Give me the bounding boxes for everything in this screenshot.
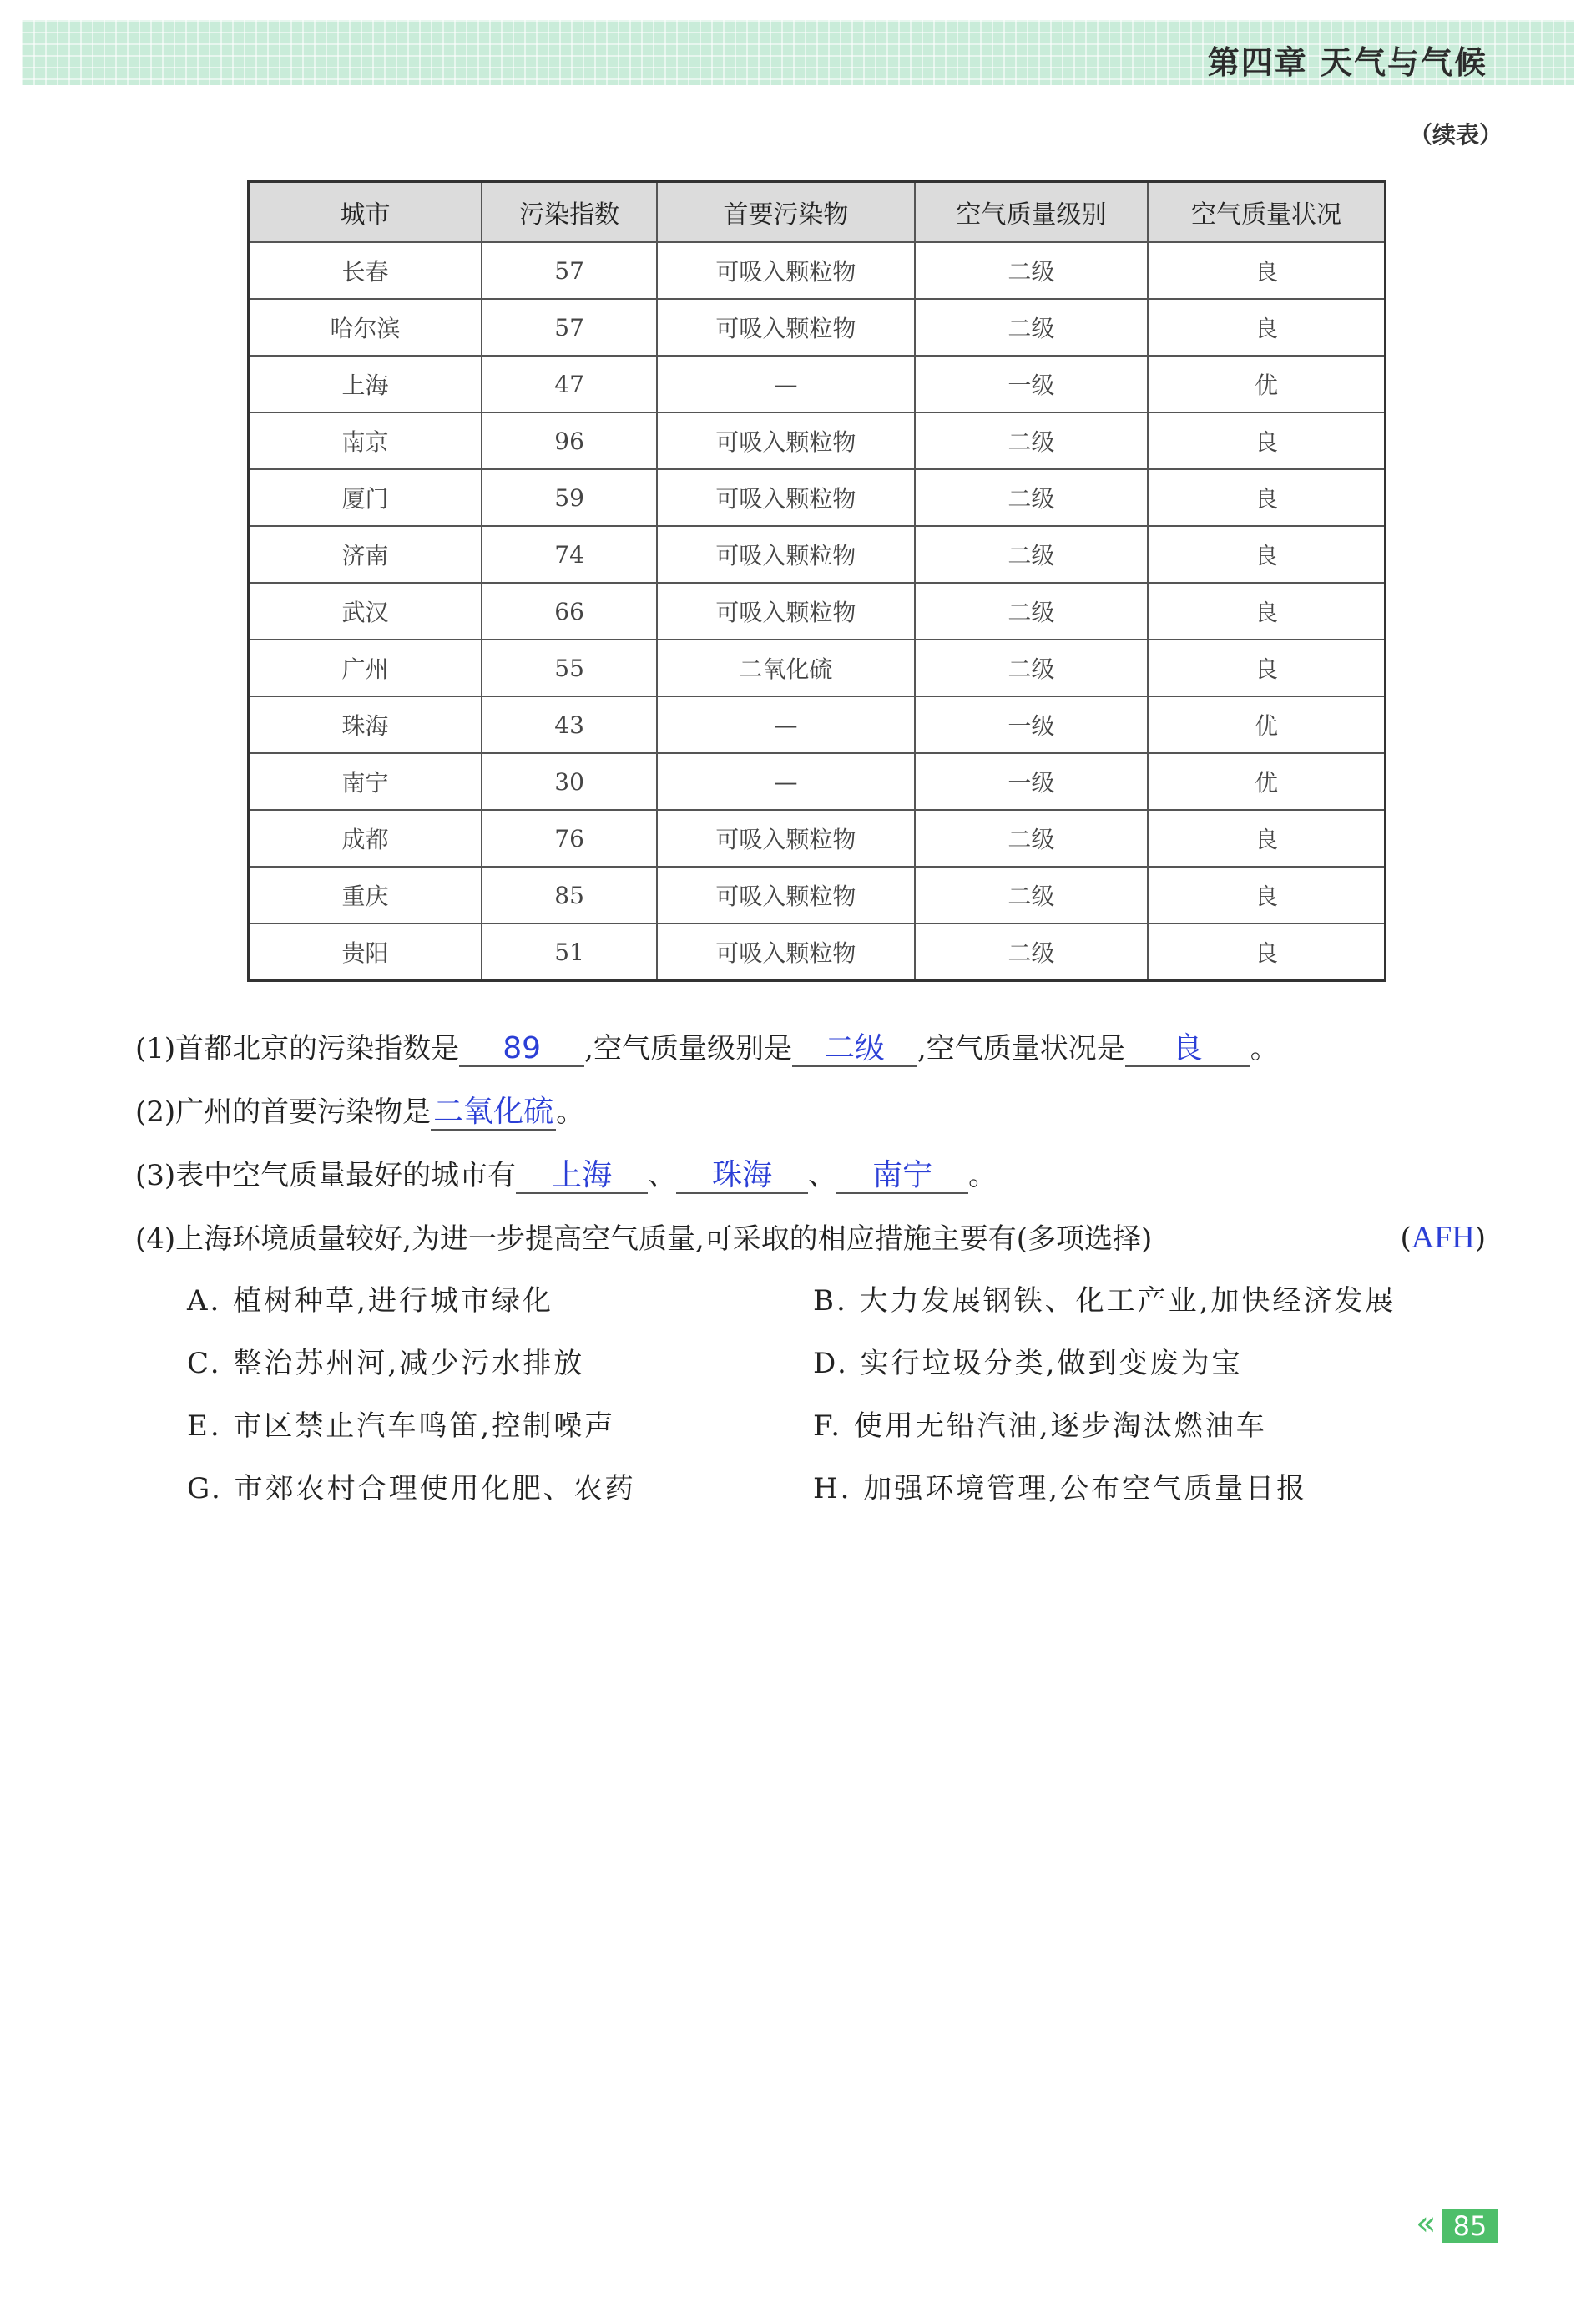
cell-level: 一级 bbox=[915, 356, 1148, 412]
q1-answer-index[interactable]: 89 bbox=[459, 1032, 584, 1067]
option-e[interactable]: E. 市区禁止汽车鸣笛,控制噪声 bbox=[187, 1409, 616, 1443]
option-c[interactable]: C. 整治苏州河,减少污水排放 bbox=[187, 1347, 585, 1380]
cell-city: 成都 bbox=[249, 810, 482, 867]
table-row bbox=[249, 640, 1386, 696]
table-row bbox=[249, 867, 1386, 923]
cell-level: 二级 bbox=[915, 469, 1148, 526]
cell-status: 优 bbox=[1148, 753, 1386, 810]
q4-answer[interactable]: AFH bbox=[1411, 1220, 1475, 1255]
cell-index: 59 bbox=[482, 469, 657, 526]
q3-separator-2: 、 bbox=[808, 1159, 837, 1192]
cell-pollutant: — bbox=[657, 356, 915, 412]
q2-text-part1: (2)广州的首要污染物是 bbox=[135, 1095, 432, 1129]
cell-status: 良 bbox=[1148, 242, 1386, 299]
table-row bbox=[249, 412, 1386, 469]
option-b[interactable]: B. 大力发展钢铁、化工产业,加快经济发展 bbox=[813, 1284, 1396, 1318]
q1-answer-level[interactable]: 二级 bbox=[792, 1032, 917, 1067]
question-3 bbox=[135, 1152, 997, 1194]
cell-level: 二级 bbox=[915, 867, 1148, 923]
cell-index: 30 bbox=[482, 753, 657, 810]
q2-answer-pollutant[interactable]: 二氧化硫 bbox=[431, 1095, 556, 1131]
cell-city: 厦门 bbox=[249, 469, 482, 526]
cell-pollutant: 可吸入颗粒物 bbox=[657, 412, 915, 469]
q1-text-part4: 。 bbox=[1250, 1032, 1279, 1065]
question-4: (4)上海环境质量较好,为进一步提高空气质量,可采取的相应措施主要有(多项选择) bbox=[135, 1222, 1153, 1256]
cell-pollutant: 可吸入颗粒物 bbox=[657, 923, 915, 981]
col-header-city: 城市 bbox=[249, 182, 482, 243]
table-continued-label: （续表） bbox=[1408, 121, 1503, 149]
option-g[interactable]: G. 市郊农村合理使用化肥、农药 bbox=[187, 1472, 636, 1505]
cell-status: 良 bbox=[1148, 299, 1386, 356]
cell-level: 二级 bbox=[915, 526, 1148, 583]
cell-status: 优 bbox=[1148, 696, 1386, 753]
col-header-status: 空气质量状况 bbox=[1148, 182, 1386, 243]
cell-level: 二级 bbox=[915, 242, 1148, 299]
cell-pollutant: 可吸入颗粒物 bbox=[657, 469, 915, 526]
cell-status: 良 bbox=[1148, 640, 1386, 696]
table-row bbox=[249, 810, 1386, 867]
cell-city: 重庆 bbox=[249, 867, 482, 923]
cell-pollutant: — bbox=[657, 753, 915, 810]
cell-pollutant: 可吸入颗粒物 bbox=[657, 810, 915, 867]
cell-city: 上海 bbox=[249, 356, 482, 412]
cell-index: 76 bbox=[482, 810, 657, 867]
table-row bbox=[249, 583, 1386, 640]
cell-index: 51 bbox=[482, 923, 657, 981]
table-row bbox=[249, 923, 1386, 981]
col-header-level: 空气质量级别 bbox=[915, 182, 1148, 243]
page-number: 85 bbox=[1442, 2209, 1498, 2243]
cell-city: 长春 bbox=[249, 242, 482, 299]
page-chevron-icon: « bbox=[1416, 2204, 1437, 2243]
cell-city: 贵阳 bbox=[249, 923, 482, 981]
q4-answer-box bbox=[1400, 1219, 1486, 1256]
q1-text-part2: ,空气质量级别是 bbox=[584, 1032, 792, 1065]
cell-level: 二级 bbox=[915, 640, 1148, 696]
table-row bbox=[249, 526, 1386, 583]
q4-paren-open: ( bbox=[1400, 1222, 1412, 1255]
cell-index: 55 bbox=[482, 640, 657, 696]
cell-city: 南宁 bbox=[249, 753, 482, 810]
cell-city: 哈尔滨 bbox=[249, 299, 482, 356]
cell-pollutant: 可吸入颗粒物 bbox=[657, 867, 915, 923]
cell-pollutant: 可吸入颗粒物 bbox=[657, 242, 915, 299]
cell-pollutant: 可吸入颗粒物 bbox=[657, 583, 915, 640]
cell-city: 济南 bbox=[249, 526, 482, 583]
table-row bbox=[249, 753, 1386, 810]
q1-answer-status[interactable]: 良 bbox=[1125, 1032, 1250, 1067]
q3-text-part2: 。 bbox=[968, 1159, 998, 1192]
cell-level: 一级 bbox=[915, 696, 1148, 753]
q3-separator-1: 、 bbox=[648, 1159, 677, 1192]
q3-answer-city-2[interactable]: 珠海 bbox=[676, 1159, 808, 1194]
cell-level: 一级 bbox=[915, 753, 1148, 810]
cell-index: 96 bbox=[482, 412, 657, 469]
q2-text-part2: 。 bbox=[556, 1095, 585, 1129]
cell-city: 武汉 bbox=[249, 583, 482, 640]
question-1 bbox=[135, 1025, 1279, 1067]
cell-index: 43 bbox=[482, 696, 657, 753]
cell-status: 良 bbox=[1148, 867, 1386, 923]
cell-pollutant: — bbox=[657, 696, 915, 753]
cell-pollutant: 可吸入颗粒物 bbox=[657, 299, 915, 356]
table-row bbox=[249, 356, 1386, 412]
cell-status: 良 bbox=[1148, 923, 1386, 981]
cell-status: 良 bbox=[1148, 412, 1386, 469]
cell-index: 57 bbox=[482, 299, 657, 356]
cell-level: 二级 bbox=[915, 299, 1148, 356]
cell-index: 66 bbox=[482, 583, 657, 640]
q1-text-part3: ,空气质量状况是 bbox=[917, 1032, 1125, 1065]
cell-index: 47 bbox=[482, 356, 657, 412]
table-row bbox=[249, 242, 1386, 299]
cell-level: 二级 bbox=[915, 412, 1148, 469]
cell-city: 南京 bbox=[249, 412, 482, 469]
chapter-title: 第四章 天气与气候 bbox=[1207, 44, 1487, 81]
table-header-row bbox=[249, 182, 1386, 243]
q3-text-part1: (3)表中空气质量最好的城市有 bbox=[135, 1159, 517, 1192]
cell-index: 85 bbox=[482, 867, 657, 923]
option-f[interactable]: F. 使用无铅汽油,逐步淘汰燃油车 bbox=[813, 1409, 1267, 1443]
q4-paren-close: ) bbox=[1474, 1222, 1486, 1255]
option-h[interactable]: H. 加强环境管理,公布空气质量日报 bbox=[813, 1472, 1308, 1505]
cell-city: 广州 bbox=[249, 640, 482, 696]
col-header-index: 污染指数 bbox=[482, 182, 657, 243]
cell-level: 二级 bbox=[915, 810, 1148, 867]
col-header-pollutant: 首要污染物 bbox=[657, 182, 915, 243]
cell-status: 良 bbox=[1148, 526, 1386, 583]
option-a[interactable]: A. 植树种草,进行城市绿化 bbox=[187, 1284, 553, 1318]
cell-city: 珠海 bbox=[249, 696, 482, 753]
cell-pollutant: 二氧化硫 bbox=[657, 640, 915, 696]
cell-level: 二级 bbox=[915, 923, 1148, 981]
q3-answer-city-3[interactable]: 南宁 bbox=[836, 1159, 968, 1194]
table-row bbox=[249, 696, 1386, 753]
cell-status: 优 bbox=[1148, 356, 1386, 412]
air-quality-table bbox=[247, 180, 1386, 982]
cell-pollutant: 可吸入颗粒物 bbox=[657, 526, 915, 583]
cell-index: 57 bbox=[482, 242, 657, 299]
cell-status: 良 bbox=[1148, 583, 1386, 640]
cell-index: 74 bbox=[482, 526, 657, 583]
q1-text-part1: (1)首都北京的污染指数是 bbox=[135, 1032, 460, 1065]
cell-level: 二级 bbox=[915, 583, 1148, 640]
cell-status: 良 bbox=[1148, 810, 1386, 867]
q3-answer-city-1[interactable]: 上海 bbox=[516, 1159, 648, 1194]
table-row bbox=[249, 299, 1386, 356]
question-2 bbox=[135, 1089, 584, 1131]
table-row bbox=[249, 469, 1386, 526]
cell-status: 良 bbox=[1148, 469, 1386, 526]
option-d[interactable]: D. 实行垃圾分类,做到变废为宝 bbox=[813, 1347, 1243, 1380]
